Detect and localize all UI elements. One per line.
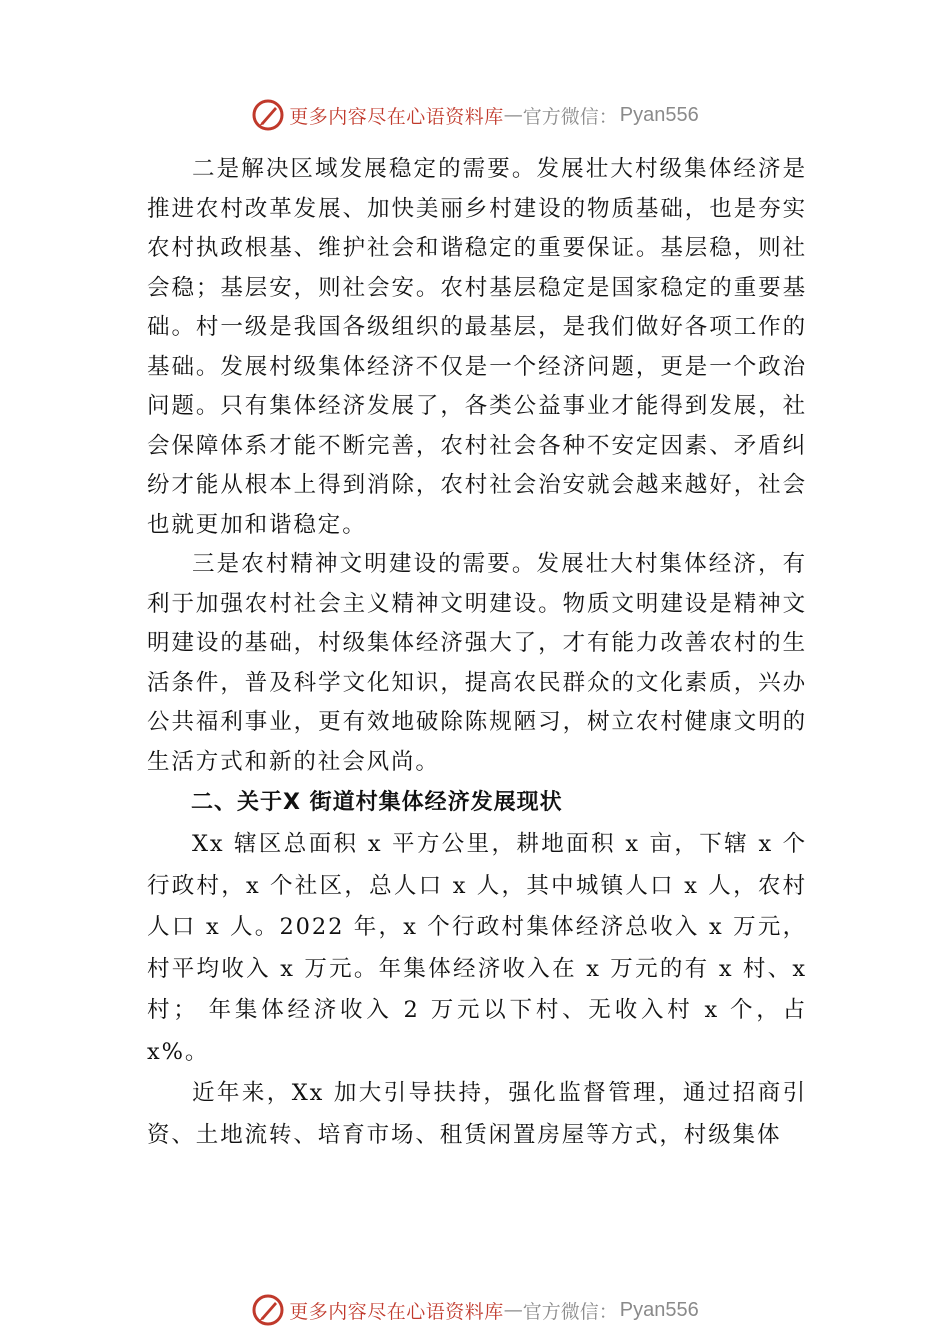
section-heading: 二、关于X 街道村集体经济发展现状 (191, 790, 563, 815)
banner-text: 更多内容尽在心语资料库 (289, 1300, 504, 1323)
header-banner (0, 95, 950, 135)
banner-wechat-id: Pyan556 (619, 103, 699, 126)
quill-pen-logo-icon (251, 1293, 285, 1327)
paragraph-4: 近年来，Xx 加大引导扶持，强化监督管理，通过招商引资、土地流转、培育市场、租赁闲置房屋等方式，村级集体 (147, 1080, 807, 1148)
footer-banner (0, 1290, 950, 1330)
banner-separator: — (503, 104, 523, 126)
paragraph-2: 三是农村精神文明建设的需要。发展壮大村集体经济，有利于加强农村社会主义精神文明建设。物质文明建设是精神文明建设的基础，村级集体经济强大了，才有能力改善农村的生活条件，普及科学文化知识，提高农民群众的文化素质，兴办公共福利事业，更有效地破除陈规陋习，树立农村健康文明的生活方式和新的社会风尚。 (147, 551, 807, 775)
paragraph-1: 二是解决区域发展稳定的需要。发展壮大村级集体经济是推进农村改革发展、加快美丽乡村建设的物质基础，也是夯实农村执政根基、维护社会和谐稳定的重要保证。基层稳，则社会稳；基层安，则社会安。农村基层稳定是国家稳定的重要基础。村一级是我国各级组织的最基层，是我们做好各项工作的基础。发展村级集体经济不仅是一个经济问题，更是一个政治问题。只有集体经济发展了，各类公益事业才能得到发展，社会保障体系才能不断完善，农村社会各种不安定因素、矛盾纠纷才能从根本上得到消除，农村社会治安就会越来越好，社会也就更加和谐稳定。 (147, 156, 807, 538)
quill-pen-logo-icon (251, 98, 285, 132)
banner-text: 更多内容尽在心语资料库 (289, 105, 504, 128)
banner-wechat-label: 官方微信： (522, 105, 618, 128)
banner-wechat-label: 官方微信： (522, 1300, 618, 1323)
paragraph-3: Xx 辖区总面积 x 平方公里，耕地面积 x 亩，下辖 x 个行政村，x 个社区，总人口 x 人，其中城镇人口 x 人，农村人口 x 人。2022 年，x 个行政村集体经济总收入 x 万元，村平均收入 x 万元。年集体经济收入在 x 万元的有 x 村、x 村； 年集体经济收入 2 万元以下村、无收入村 x 个，占 x%。 (147, 831, 807, 1065)
document-body (147, 150, 807, 1156)
banner-separator: — (503, 1299, 523, 1321)
banner-wechat-id: Pyan556 (619, 1298, 699, 1321)
